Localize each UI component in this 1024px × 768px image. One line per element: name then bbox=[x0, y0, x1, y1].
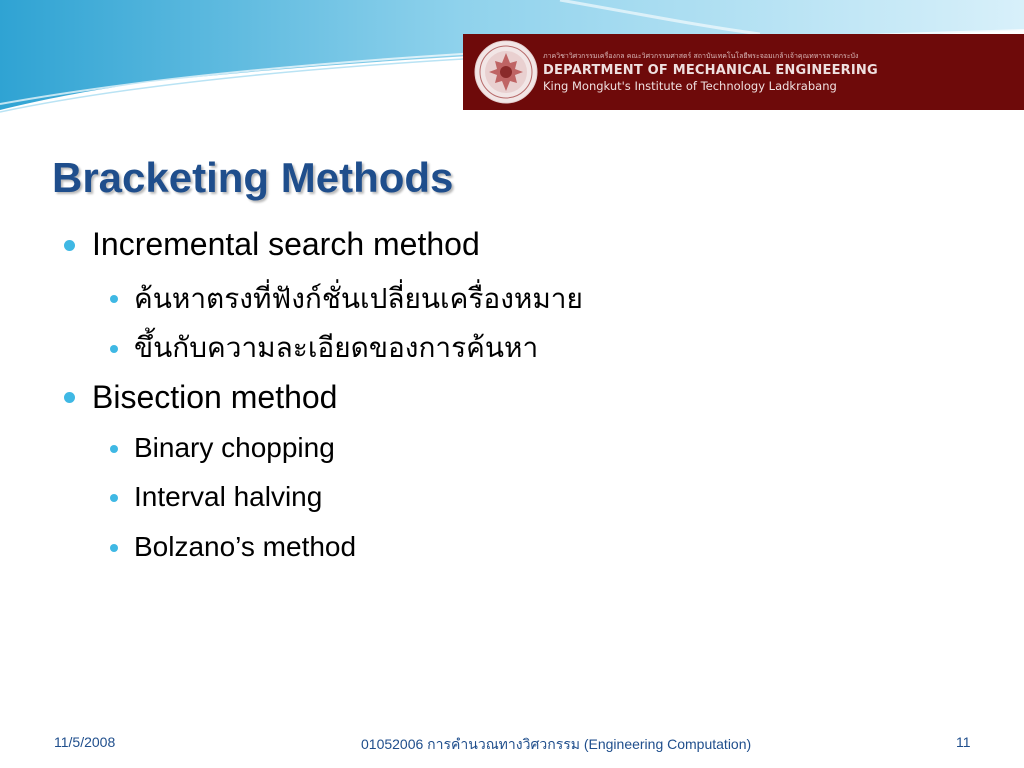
bullet-dot-icon bbox=[64, 392, 75, 403]
banner-thai-line: ภาควิชาวิศวกรรมเครื่องกล คณะวิศวกรรมศาสตร์ สถาบันเทคโนโลยีพระจอมเกล้าเจ้าคุณทหารลาดกระบัง bbox=[543, 52, 859, 60]
sub-bullet-text: ค้นหาตรงที่ฟังก์ชั่นเปลี่ยนเครื่องหมาย bbox=[134, 283, 583, 314]
footer-date: 11/5/2008 bbox=[54, 734, 116, 750]
banner-institute: King Mongkut's Institute of Technology Ladkrabang bbox=[543, 79, 837, 93]
bullet-dot-icon bbox=[64, 240, 75, 251]
bullet-text: Incremental search method bbox=[92, 226, 480, 262]
sub-bullet-dot-icon bbox=[110, 494, 118, 502]
sub-bullet-dot-icon bbox=[110, 544, 118, 552]
sub-bullet-text: ขึ้นกับความละเอียดของการค้นหา bbox=[134, 332, 539, 363]
sub-bullet-dot-icon bbox=[110, 345, 118, 353]
footer-course: 01052006 การคำนวณทางวิศวกรรม (Engineering Computation) bbox=[361, 736, 752, 752]
banner-department: DEPARTMENT OF MECHANICAL ENGINEERING bbox=[543, 63, 878, 78]
sub-bullet-dot-icon bbox=[110, 445, 118, 453]
bullet-text: Bisection method bbox=[92, 379, 338, 415]
sub-bullet-text: Bolzano’s method bbox=[134, 531, 357, 562]
university-seal-icon bbox=[473, 39, 539, 105]
footer-page-number: 11 bbox=[956, 734, 971, 750]
department-banner bbox=[463, 34, 1024, 110]
sub-bullet-dot-icon bbox=[110, 295, 118, 303]
sub-bullet-text: Interval halving bbox=[134, 481, 323, 512]
slide-title: Bracketing Methods bbox=[52, 154, 454, 201]
sub-bullet-text: Binary chopping bbox=[134, 432, 335, 463]
